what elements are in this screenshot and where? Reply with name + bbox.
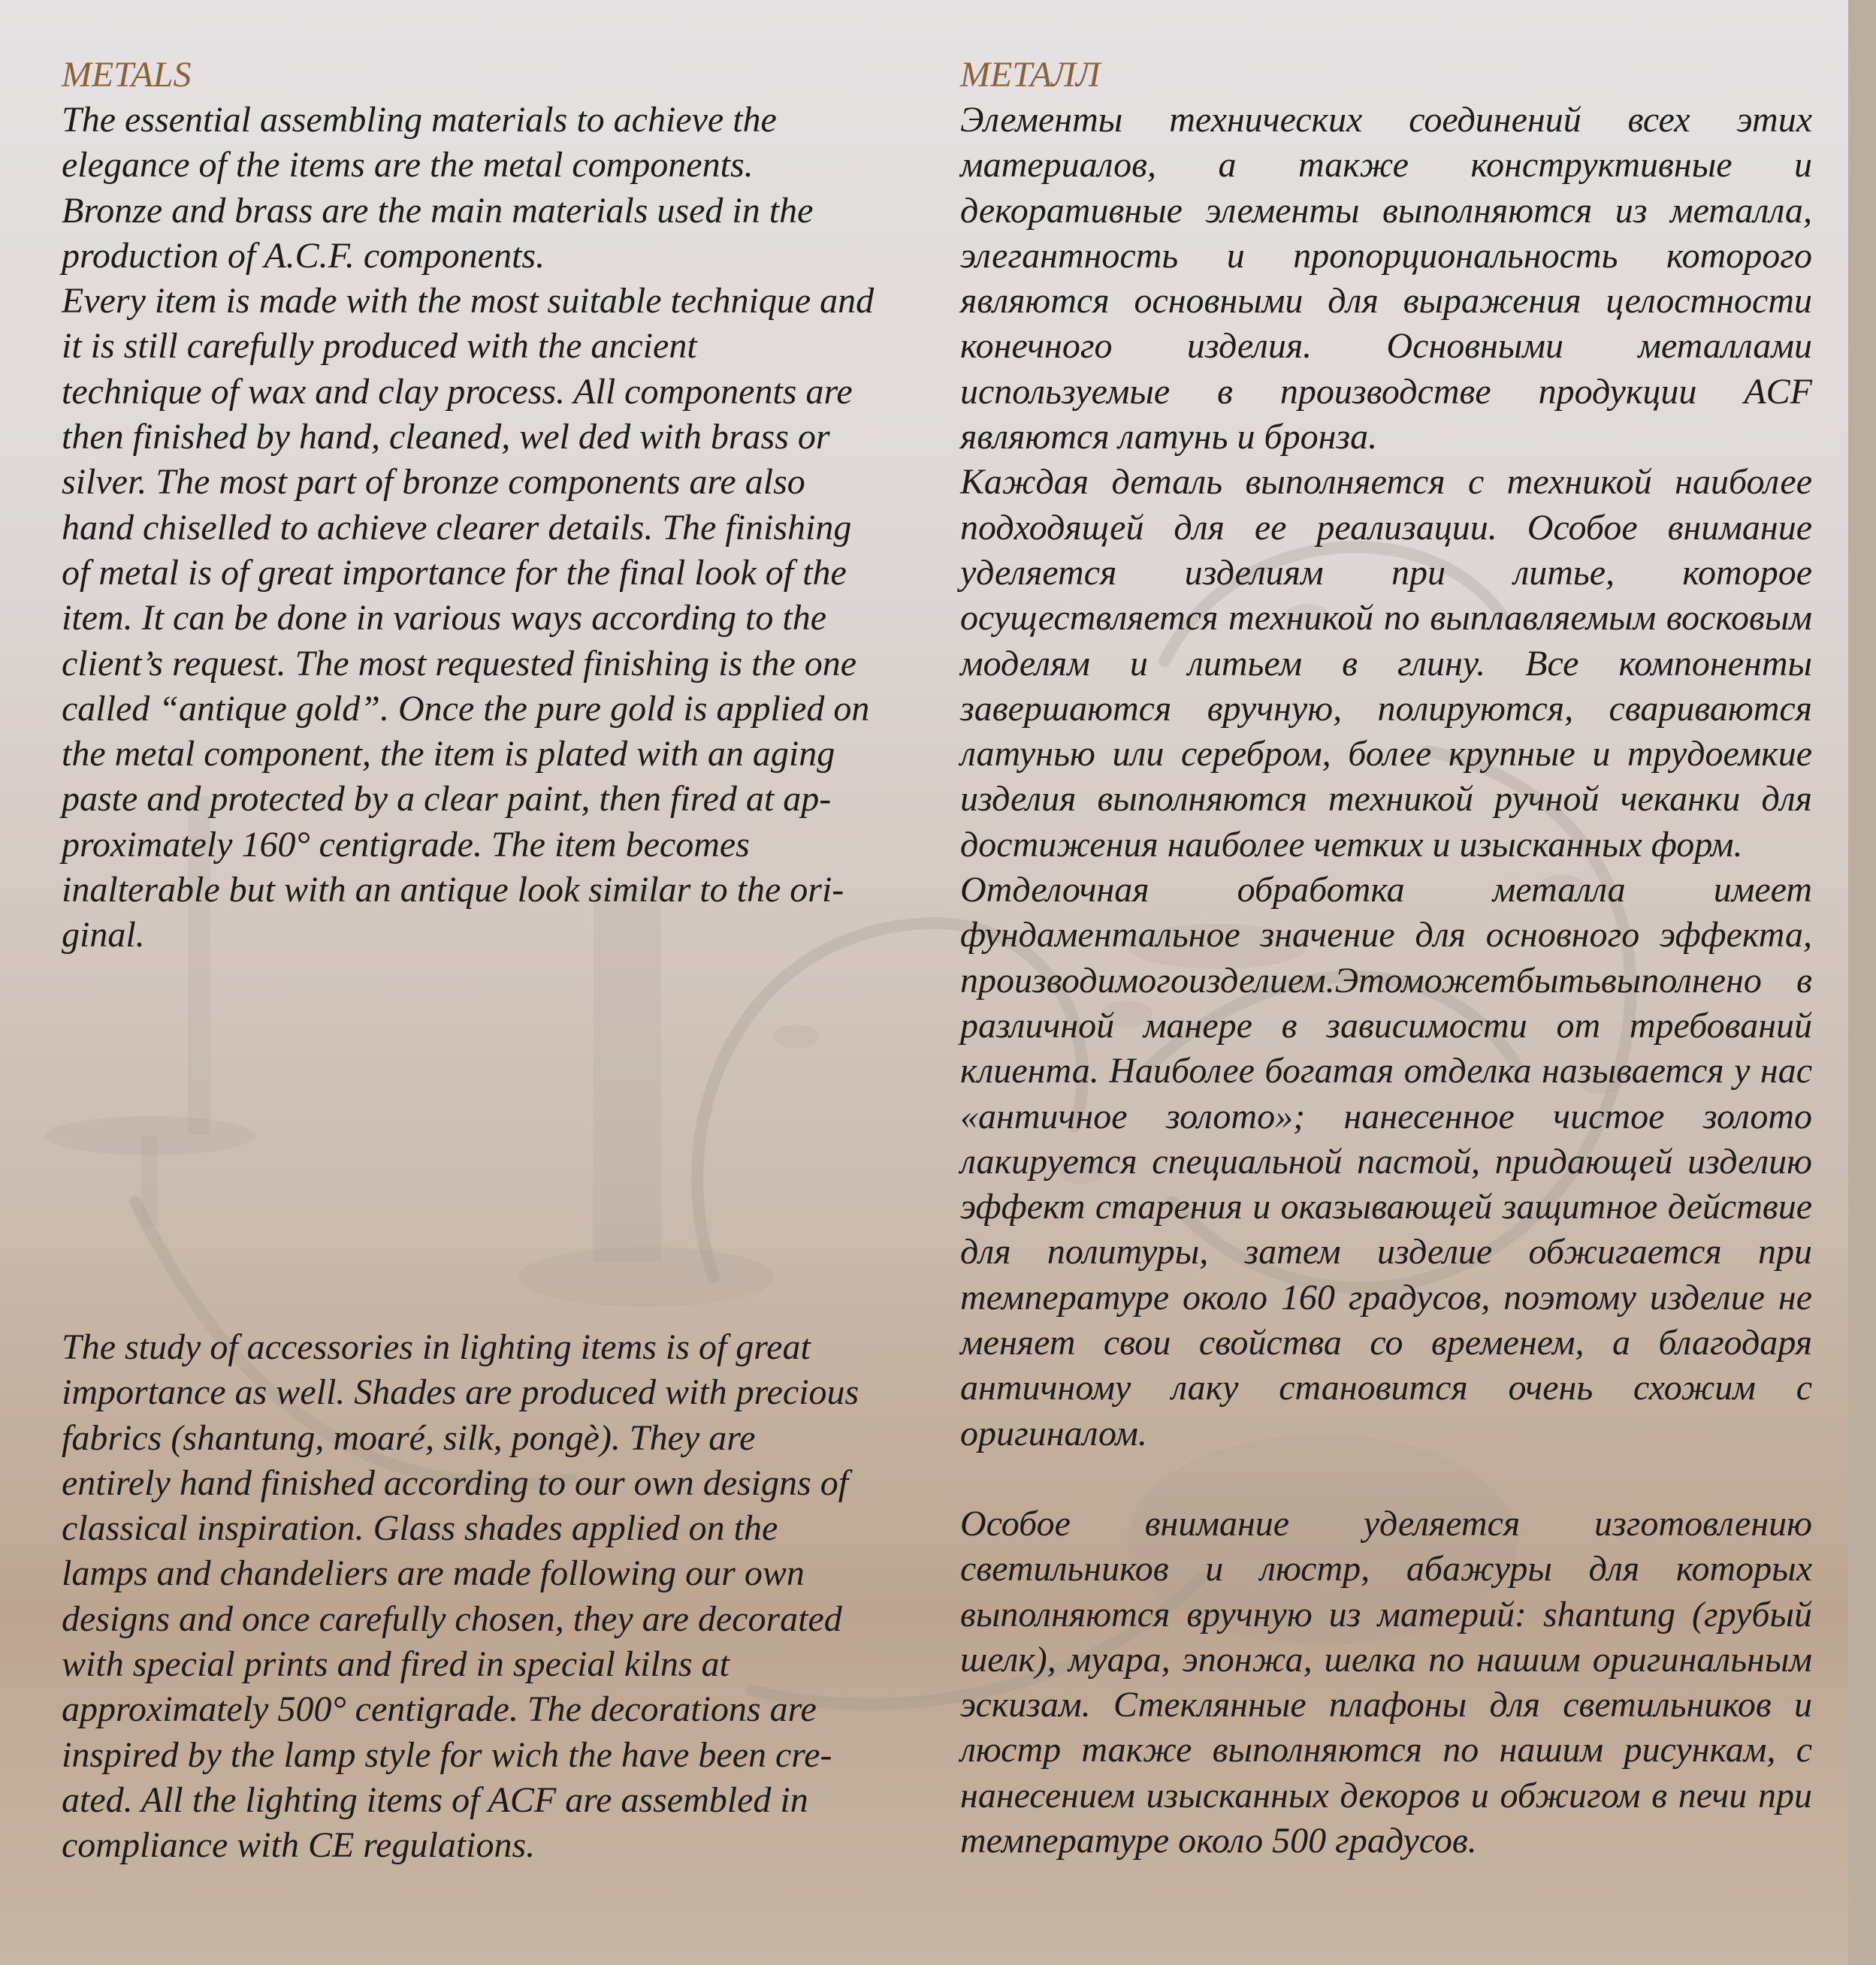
- metal-heading-ru: МЕТАЛЛ: [960, 55, 1101, 95]
- accessories-paragraph-en: The study of accessories in lighting items is of great importance as well. Shades are produced with precious fabrics (shantung, moaré, silk, pongè). They are entirely hand finished according to our own designs of classical inspiration. Glass shades applied on the lamps and chandeliers are made following our own designs and once carefully chosen, they are decorated with special prints and fired in special kilns at approximately 500° centigrade. The decorations are inspired by the lamp style for wich the have been cre- ated. All the lighting items of ACF are assembled in compliance with CE regulations.: [62, 1327, 859, 1866]
- russian-column: [960, 53, 1812, 1864]
- metal-intro-paragraph-ru: Элементы технических соединений всех этих материалов, а также конструктивные и декоративные элементы выполняются из металла, элегантность и пропорциональность которого являются основными для выражения целостности конечного изделия. Основными металлами используемые в производстве продукции ACF являются латунь и бронза.: [960, 100, 1812, 457]
- finishing-paragraph-ru: Отделочная обработка металла имеет фундаментальное значение для основного эффекта, производимогоизделием.Этоможетбытьвыполнено в различной манере в зависимости от требований клиента. Наиболее богатая отделка называется у нас «античное золото»; нанесенное чистое золото лакируется специальной пастой, придающей изделию эффект старения и оказывающей защитное действие для политуры, затем изделие обжигается при температуре около 160 градусов, поэтому изделие не меняет свои свойства со временем, а благодаря античному лаку становится очень схожим с оригиналом.: [960, 870, 1812, 1453]
- paragraph-gap: [960, 1456, 1812, 1502]
- page-edge-strip: [1848, 0, 1876, 1965]
- english-column: [62, 53, 926, 958]
- accessories-block-en: [62, 1325, 926, 1869]
- accessories-paragraph-ru: Особое внимание уделяется изготовлению светильников и люстр, абажуры для которых выполняются вручную из материй: shantung (грубый шелк), муара, эпонжа, шелка по нашим оригинальным эскизам. Стеклянные плафоны для светильников и люстр также выполняются по нашим рисункам, с нанесением изысканных декоров и обжигом в печи при температуре около 500 градусов.: [960, 1503, 1812, 1861]
- technique-paragraph-ru: Каждая деталь выполняется с техникой наиболее подходящей для ее реализации. Особое внимание уделяется изделиям при литье, которое осуществляется техникой по выплавляемым восковым моделям и литьем в глину. Все компоненты завершаются вручную, полируются, свариваются латунью или серебром, более крупные и трудоемкие изделия выполняются техникой ручной чеканки для достижения наиболее четких и изысканных форм.: [960, 462, 1812, 865]
- metals-heading: METALS: [62, 55, 192, 95]
- metals-paragraph-en: The essential assembling materials to achieve the elegance of the items are the metal components. Bronze and brass are the main materials used in the production of A.C.F. components. Every item is made with the most suitable technique and it is still carefully produced with the ancient technique of wax and clay process. All components are then finished by hand, cleaned, wel ded with brass or silver. The most part of bronze components are also hand chiselled to achieve clearer details. The finishing of metal is of great importance for the final look of the item. It can be done in various ways according to the client’s request. The most requested finishing is the one called “antique gold”. Once the pure gold is applied on the metal component, the item is plated with an aging paste and protected by a clear paint, then fired at ap- proximately 160° centigrade. The item becomes inalterable but with an antique look similar to the ori- ginal.: [62, 100, 875, 955]
